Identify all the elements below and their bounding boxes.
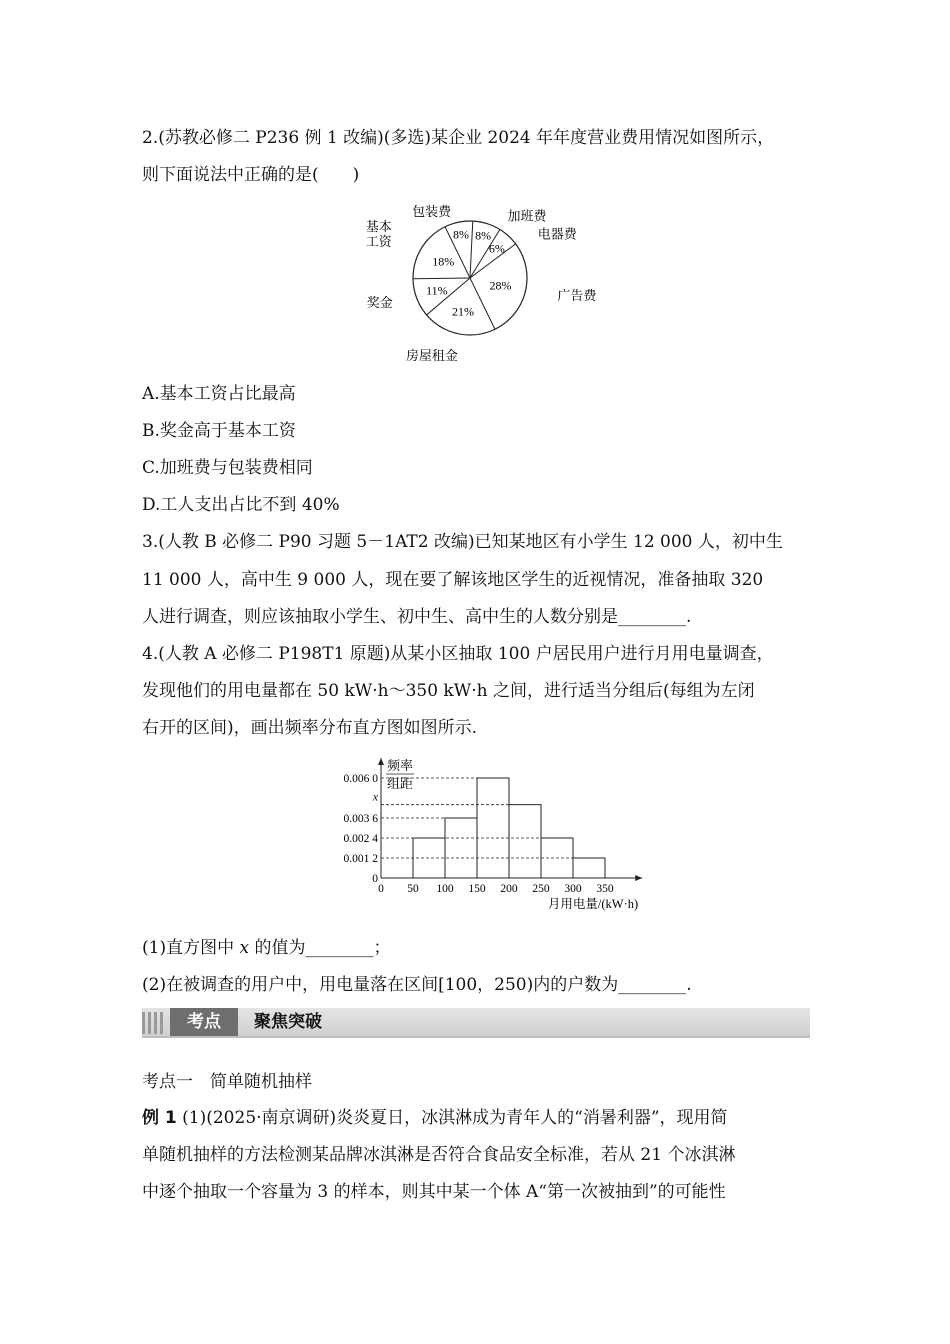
y-tick-label: 0.003 6 (343, 813, 378, 825)
example-label: 例 1 (142, 1108, 177, 1128)
question-2-line-2: 则下面说法中正确的是( ) (142, 165, 360, 185)
pie-category-label: 广告费 (557, 287, 597, 303)
question-2-line-1: 2.(苏教必修二 P236 例 1 改编)(多选)某企业 2024 年年度营业费用情况如图所示， (142, 128, 775, 148)
pie-chart (360, 195, 597, 365)
question-3-line-2: 11 000 人，高中生 9 000 人，现在要了解该地区学生的近视情况，准备抽取 320 (142, 570, 764, 590)
banner-stripe (142, 1012, 166, 1034)
option-a: A.基本工资占比最高 (142, 384, 296, 404)
x-tick-label: 100 (436, 883, 454, 895)
pie-category-label: 工资 (365, 234, 392, 250)
x-tick-label: 200 (500, 883, 518, 895)
y-tick-label: 0.002 4 (343, 833, 378, 845)
y-axis-label-top: 频率 (387, 758, 414, 773)
x-tick-label: 250 (532, 883, 550, 895)
histogram-bar (573, 858, 605, 878)
x-tick-label: 0 (378, 883, 384, 895)
option-c: C.加班费与包装费相同 (142, 458, 313, 478)
pie-slice-percent-label: 11% (426, 283, 448, 298)
y-axis-label-bottom: 组距 (387, 776, 414, 791)
variable-x: x (239, 938, 250, 958)
section-banner (142, 1008, 810, 1038)
question-4-line-3: 右开的区间)，画出频率分布直方图如图所示. (142, 718, 478, 738)
pie-category-label: 房屋租金 (405, 347, 458, 363)
banner-tag: 考点 (170, 1008, 238, 1036)
histogram-chart (325, 748, 639, 918)
pie-slice-percent-label: 6% (488, 241, 505, 256)
pie-category-label: 基本 (365, 219, 392, 235)
x-tick-label: 300 (564, 883, 582, 895)
question-4-line-1: 4.(人教 A 必修二 P198T1 原题)从某小区抽取 100 户居民用户进行月用电量调查， (142, 644, 774, 664)
y-tick-label: 0.006 0 (343, 773, 378, 785)
y-tick-label: 0 (372, 873, 378, 885)
option-d: D.工人支出占比不到 40% (142, 495, 340, 515)
histogram-bar (509, 805, 541, 878)
y-axis-arrow (378, 758, 384, 765)
x-axis-label: 月用电量/(kW·h) (547, 897, 639, 911)
pie-slice-percent-label: 8% (453, 227, 470, 242)
pie-slice-percent-label: 18% (432, 254, 455, 269)
x-tick-label: 50 (407, 883, 419, 895)
y-tick-label: x (372, 791, 378, 804)
pie-slice-divider (413, 278, 470, 279)
histogram-bar (445, 818, 477, 878)
x-axis-arrow (635, 875, 642, 881)
question-4-sub-1: (1)直方图中 x 的值为________； (142, 938, 391, 958)
pie-category-label: 电器费 (537, 226, 577, 242)
pie-slice-percent-label: 21% (452, 304, 475, 319)
x-tick-label: 150 (468, 883, 486, 895)
pie-slice-percent-label: 8% (475, 228, 492, 243)
pie-category-label: 包装费 (412, 204, 452, 220)
example-1-line-2: 单随机抽样的方法检测某品牌冰淇淋是否符合食品安全标准，若从 21 个冰淇淋 (142, 1145, 736, 1165)
pie-slice-divider (470, 221, 473, 278)
question-3-line-1: 3.(人教 B 必修二 P90 习题 5－1AT2 改编)已知某地区有小学生 12 000 人，初中生 (142, 532, 783, 552)
pie-slice-percent-label: 28% (489, 278, 512, 293)
option-b: B.奖金高于基本工资 (142, 421, 296, 441)
question-4-sub-2: (2)在被调查的用户中，用电量落在区间[100，250)内的户数为________. (142, 975, 692, 995)
pie-category-label: 加班费 (507, 208, 547, 224)
question-4-line-2: 发现他们的用电量都在 50 kW·h～350 kW·h 之间，进行适当分组后(每组为左闭 (142, 681, 755, 701)
y-tick-label: 0.001 2 (343, 853, 378, 865)
example-1-line-3: 中逐个抽取一个容量为 3 的样本，则其中某一个体 A“第一次被抽到”的可能性 (142, 1182, 726, 1202)
histogram-bar (477, 778, 509, 878)
banner-background (142, 1008, 810, 1038)
banner-title: 聚焦突破 (254, 1012, 322, 1032)
section-heading: 考点一 简单随机抽样 (142, 1072, 312, 1092)
question-3-line-3: 人进行调查，则应该抽取小学生、初中生、高中生的人数分别是________. (142, 607, 692, 627)
pie-category-label: 奖金 (366, 294, 393, 310)
example-1-line-1: 例 1 (1)(2025·南京调研)炎炎夏日，冰淇淋成为青年人的“消暑利器”，现用简 (142, 1108, 728, 1128)
x-tick-label: 350 (596, 883, 614, 895)
